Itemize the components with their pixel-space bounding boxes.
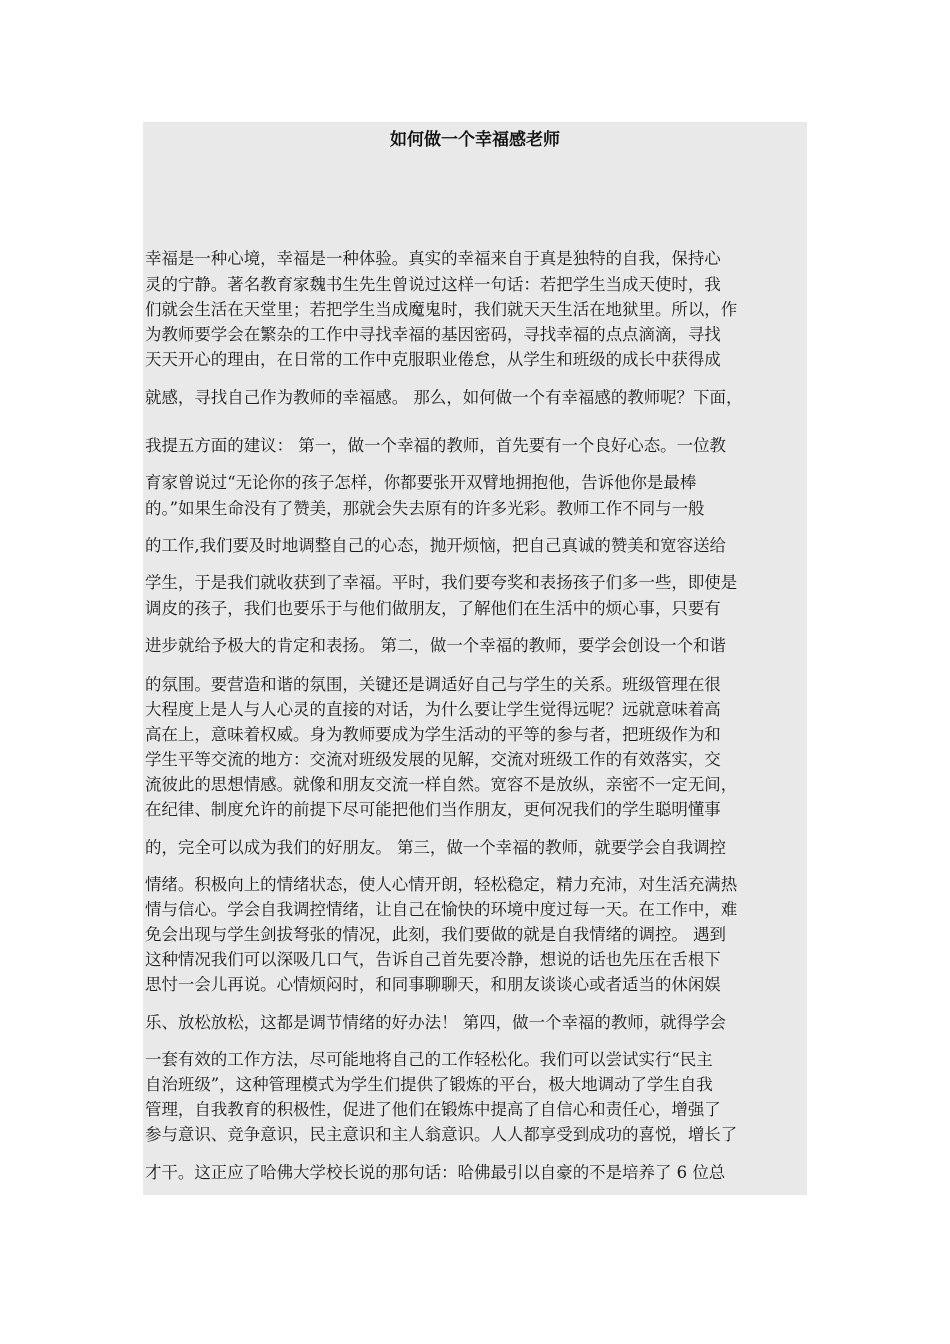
text-line: 我提五方面的建议： 第一，做一个幸福的教师，首先要有一个良好心态。一位教 (145, 436, 726, 455)
text-line: 管理，自我教育的积极性，促进了他们在锻炼中提高了自信心和责任心，增强了 (145, 1100, 721, 1119)
text-line: 学生，于是我们就收获到了幸福。平时，我们要夸奖和表扬孩子们多一些，即使是 (145, 573, 738, 592)
text-line: 的，完全可以成为我们的好朋友。 第三，做一个幸福的教师，就要学会自我调控 (145, 838, 726, 857)
text-line: 灵的宁静。著名教育家魏书生先生曾说过这样一句话：若把学生当成天使时，我 (145, 275, 721, 294)
text-line: 情与信心。学会自我调控情绪，让自己在愉快的环境中度过每一天。在工作中，难 (145, 900, 738, 919)
text-line: 进步就给予极大的肯定和表扬。 第二，做一个幸福的教师，要学会创设一个和谐 (145, 636, 726, 655)
text-line: 乐、放松放松，这都是调节情绪的好办法！ 第四，做一个幸福的教师，就得学会 (145, 1013, 726, 1032)
text-line: 幸福是一种心境，幸福是一种体验。真实的幸福来自于真是独特的自我，保持心 (145, 249, 721, 268)
text-line: 在纪律、制度允许的前提下尽可能把他们当作朋友，更何况我们的学生聪明懂事 (145, 800, 721, 819)
text-line: 思忖一会儿再说。心情烦闷时，和同事聊聊天，和朋友谈谈心或者适当的休闲娱 (145, 975, 721, 994)
text-line: 一套有效的工作方法，尽可能地将自己的工作轻松化。我们可以尝试实行“民主 (145, 1050, 713, 1069)
text-line: 调皮的孩子，我们也要乐于与他们做朋友，了解他们在生活中的烦心事，只要有 (145, 599, 721, 618)
text-line: 的。”如果生命没有了赞美，那就会失去原有的许多光彩。教师工作不同与一般 (145, 499, 705, 518)
text-line: 为教师要学会在繁杂的工作中寻找幸福的基因密码，寻找幸福的点点滴滴，寻找 (145, 325, 721, 344)
text-line: 情绪。积极向上的情绪状态，使人心情开朗，轻松稳定，精力充沛，对生活充满热 (145, 875, 738, 894)
text-line: 的氛围。要营造和谐的氛围，关键还是调适好自己与学生的关系。班级管理在很 (145, 675, 721, 694)
text-line: 大程度上是人与人心灵的直接的对话，为什么要让学生觉得远呢？远就意味着高 (145, 700, 721, 719)
text-line: 这种情况我们可以深吸几口气，告诉自己首先要冷静，想说的话也先压在舌根下 (145, 950, 721, 969)
text-line: 天天开心的理由，在日常的工作中克服职业倦怠，从学生和班级的成长中获得成 (145, 350, 721, 369)
text-line: 流彼此的思想情感。就像和朋友交流一样自然。宽容不是放纵，亲密不一定无间， (145, 775, 738, 794)
text-line: 们就会生活在天堂里；若把学生当成魔鬼时，我们就天天生活在地狱里。所以，作 (145, 300, 738, 319)
text-line: 才干。这正应了哈佛大学校长说的那句话：哈佛最引以自豪的不是培养了 6 位总 (145, 1163, 726, 1182)
text-line: 高在上，意味着权威。身为教师要成为学生活动的平等的参与者，把班级作为和 (145, 725, 721, 744)
document-body (143, 122, 807, 1195)
text-line: 育家曾说过“无论你的孩子怎样，你都要张开双臂地拥抱他，告诉他你是最棒 (145, 473, 697, 492)
document-title: 如何做一个幸福感老师 (390, 130, 560, 150)
text-line: 的工作,我们要及时地调整自己的心态，抛开烦恼，把自己真诚的赞美和宽容送给 (145, 536, 726, 555)
text-line: 参与意识、竞争意识，民主意识和主人翁意识。人人都享受到成功的喜悦，增长了 (145, 1125, 738, 1144)
text-line: 免会出现与学生剑拔弩张的情况，此刻，我们要做的就是自我情绪的调控。 遇到 (145, 925, 726, 944)
text-line: 自治班级”，这种管理模式为学生们提供了锻炼的平台，极大地调动了学生自我 (145, 1075, 713, 1094)
text-line: 学生平等交流的地方：交流对班级发展的见解，交流对班级工作的有效落实，交 (145, 750, 721, 769)
text-line: 就感，寻找自己作为教师的幸福感。 那么，如何做一个有幸福感的教师呢？下面， (145, 388, 743, 407)
